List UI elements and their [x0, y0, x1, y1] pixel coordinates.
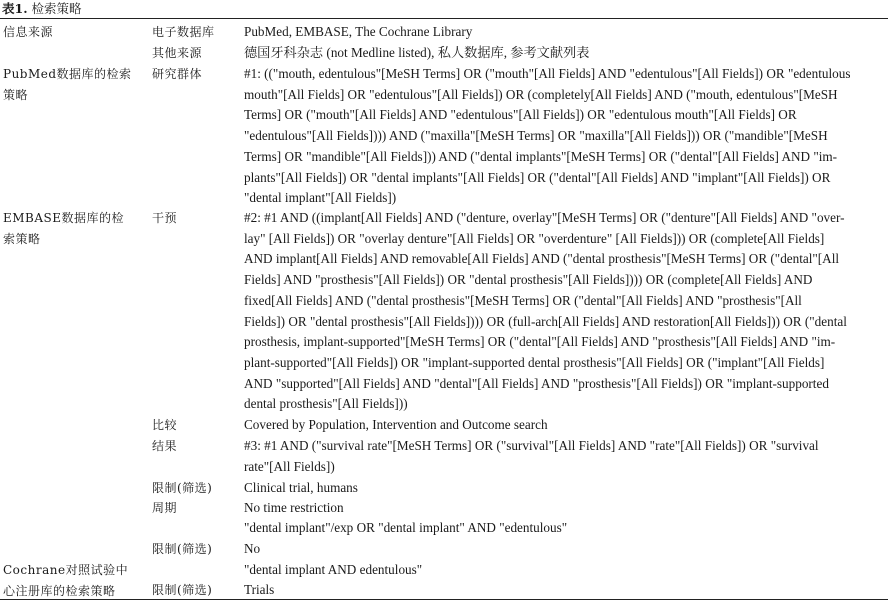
content-line: Terms] OR ("mouth"[All Fields] AND "edentulous"[All Fields]) OR "edentulous mouth"[All Fields] OR: [244, 107, 797, 123]
content-line: Fields]) OR "dental prosthesis"[All Fields]))) OR (full-arch[All Fields] AND restoration[All Fields])) OR ("dental: [244, 313, 847, 329]
content-line: #2: #1 AND ((implant[All Fields] AND ("denture, overlay"[MeSH Terms] OR ("denture"[All Fields] AND "over-: [244, 210, 845, 225]
content-line: Covered by Population, Intervention and Outcome search: [244, 417, 548, 432]
content-line: Fields] AND "prosthesis"[All Fields]) OR "dental prosthesis"[All Fields]))) OR (complete[All Fields] AND: [244, 272, 813, 288]
table-title: 检索策略: [31, 1, 82, 16]
row-category: 电子数据库: [152, 25, 215, 39]
content-line: 德国牙科杂志 (not Medline listed), 私人数据库, 参考文献列表: [244, 45, 590, 60]
content-line: lay" [All Fields]) OR "overlay denture"[All Fields] OR "overdenture" [All Fields])) OR (complete[All Fields]: [244, 230, 825, 246]
content-line: "dental implant"[All Fields]): [244, 190, 397, 206]
row-category: 研究群体: [152, 67, 203, 81]
row-content: [244, 43, 884, 64]
content-line: fixed[All Fields] AND ("dental prosthesis"[MeSH Terms] OR ("dental"[All Fields] AND "prosthesis"[All: [244, 292, 802, 308]
bottom-rule: [0, 599, 888, 600]
row-content: [244, 208, 884, 415]
content-line: Trials: [244, 582, 275, 597]
content-line: #1: (("mouth, edentulous"[MeSH Terms] OR ("mouth"[All Fields] AND "edentulous"[All Fields]) OR "edentulous: [244, 66, 851, 81]
row-content: [244, 478, 884, 499]
content-line: "dental implant"/exp OR "dental implant" AND "edentulous": [244, 520, 568, 535]
row-content: [244, 539, 884, 560]
content-line: No: [244, 541, 261, 556]
row-content: [244, 415, 884, 436]
content-line: PubMed, EMBASE, The Cochrane Library: [244, 24, 473, 39]
content-line: #3: #1 AND ("survival rate"[MeSH Terms] OR ("survival"[All Fields] AND "rate"[All Fields]) OR "survival: [244, 438, 819, 453]
row-content: [244, 518, 884, 539]
content-line: rate"[All Fields]): [244, 458, 335, 474]
row-content: [244, 436, 884, 477]
row-category: 结果: [152, 439, 178, 453]
content-line: "dental implant AND edentulous": [244, 562, 423, 577]
content-line: Clinical trial, humans: [244, 480, 358, 495]
content-line: plant-supported"[All Fields]) OR "implant-supported dental prosthesis"[All Fields] OR ("implant"[All Fields]: [244, 354, 825, 370]
row-content: [244, 22, 884, 43]
row-label: EMBASE数据库的检索策略: [3, 211, 125, 246]
row-content: [244, 580, 884, 601]
row-category: 限制(筛选): [152, 542, 213, 556]
content-line: No time restriction: [244, 500, 344, 515]
row-category: 限制(筛选): [152, 481, 213, 495]
content-line: AND implant[All Fields] AND removable[All Fields] AND ("dental prosthesis"[MeSH Terms] OR ("dental"[All: [244, 251, 840, 267]
row-content: [244, 560, 884, 581]
row-category: 干预: [152, 211, 178, 225]
content-line: prosthesis, implant-supported"[MeSH Terms] OR ("dental"[All Fields] AND "prosthesis"[All Fields] AND "im-: [244, 334, 836, 350]
row-category: 比较: [152, 418, 178, 432]
content-line: AND "supported"[All Fields] AND "dental"[All Fields] AND "prosthesis"[All Fields]) OR "implant-supported: [244, 375, 829, 391]
row-label: 信息来源: [3, 25, 54, 39]
content-line: dental prosthesis"[All Fields])): [244, 396, 408, 412]
content-line: "edentulous"[All Fields]))) AND ("maxilla"[MeSH Terms] OR "maxilla"[All Fields])) OR ("mandible"[MeSH: [244, 128, 828, 144]
row-content: [244, 64, 884, 209]
row-content: [244, 498, 884, 519]
row-category: 周期: [152, 501, 178, 515]
row-category: 限制(筛选): [152, 583, 213, 597]
table-caption: [2, 1, 82, 17]
top-rule: [0, 18, 888, 19]
table-number: 表1.: [2, 1, 28, 16]
content-line: mouth"[All Fields] OR "edentulous"[All Fields]) OR (completely[All Fields] AND ("mouth, edentulous"[MeSH: [244, 86, 838, 102]
content-line: plants"[All Fields]) OR "dental implants"[All Fields] OR ("dental"[All Fields] AND "implant"[All Fields]) OR: [244, 169, 831, 185]
row-category: 其他来源: [152, 46, 203, 60]
content-line: Terms] OR "mandible"[All Fields])) AND ("dental implants"[MeSH Terms] OR ("dental"[All Fields] AND "im-: [244, 148, 838, 164]
row-label: Cochrane对照试验中心注册库的检索策略: [3, 563, 129, 598]
row-label: PubMed数据库的检索策略: [3, 67, 132, 102]
